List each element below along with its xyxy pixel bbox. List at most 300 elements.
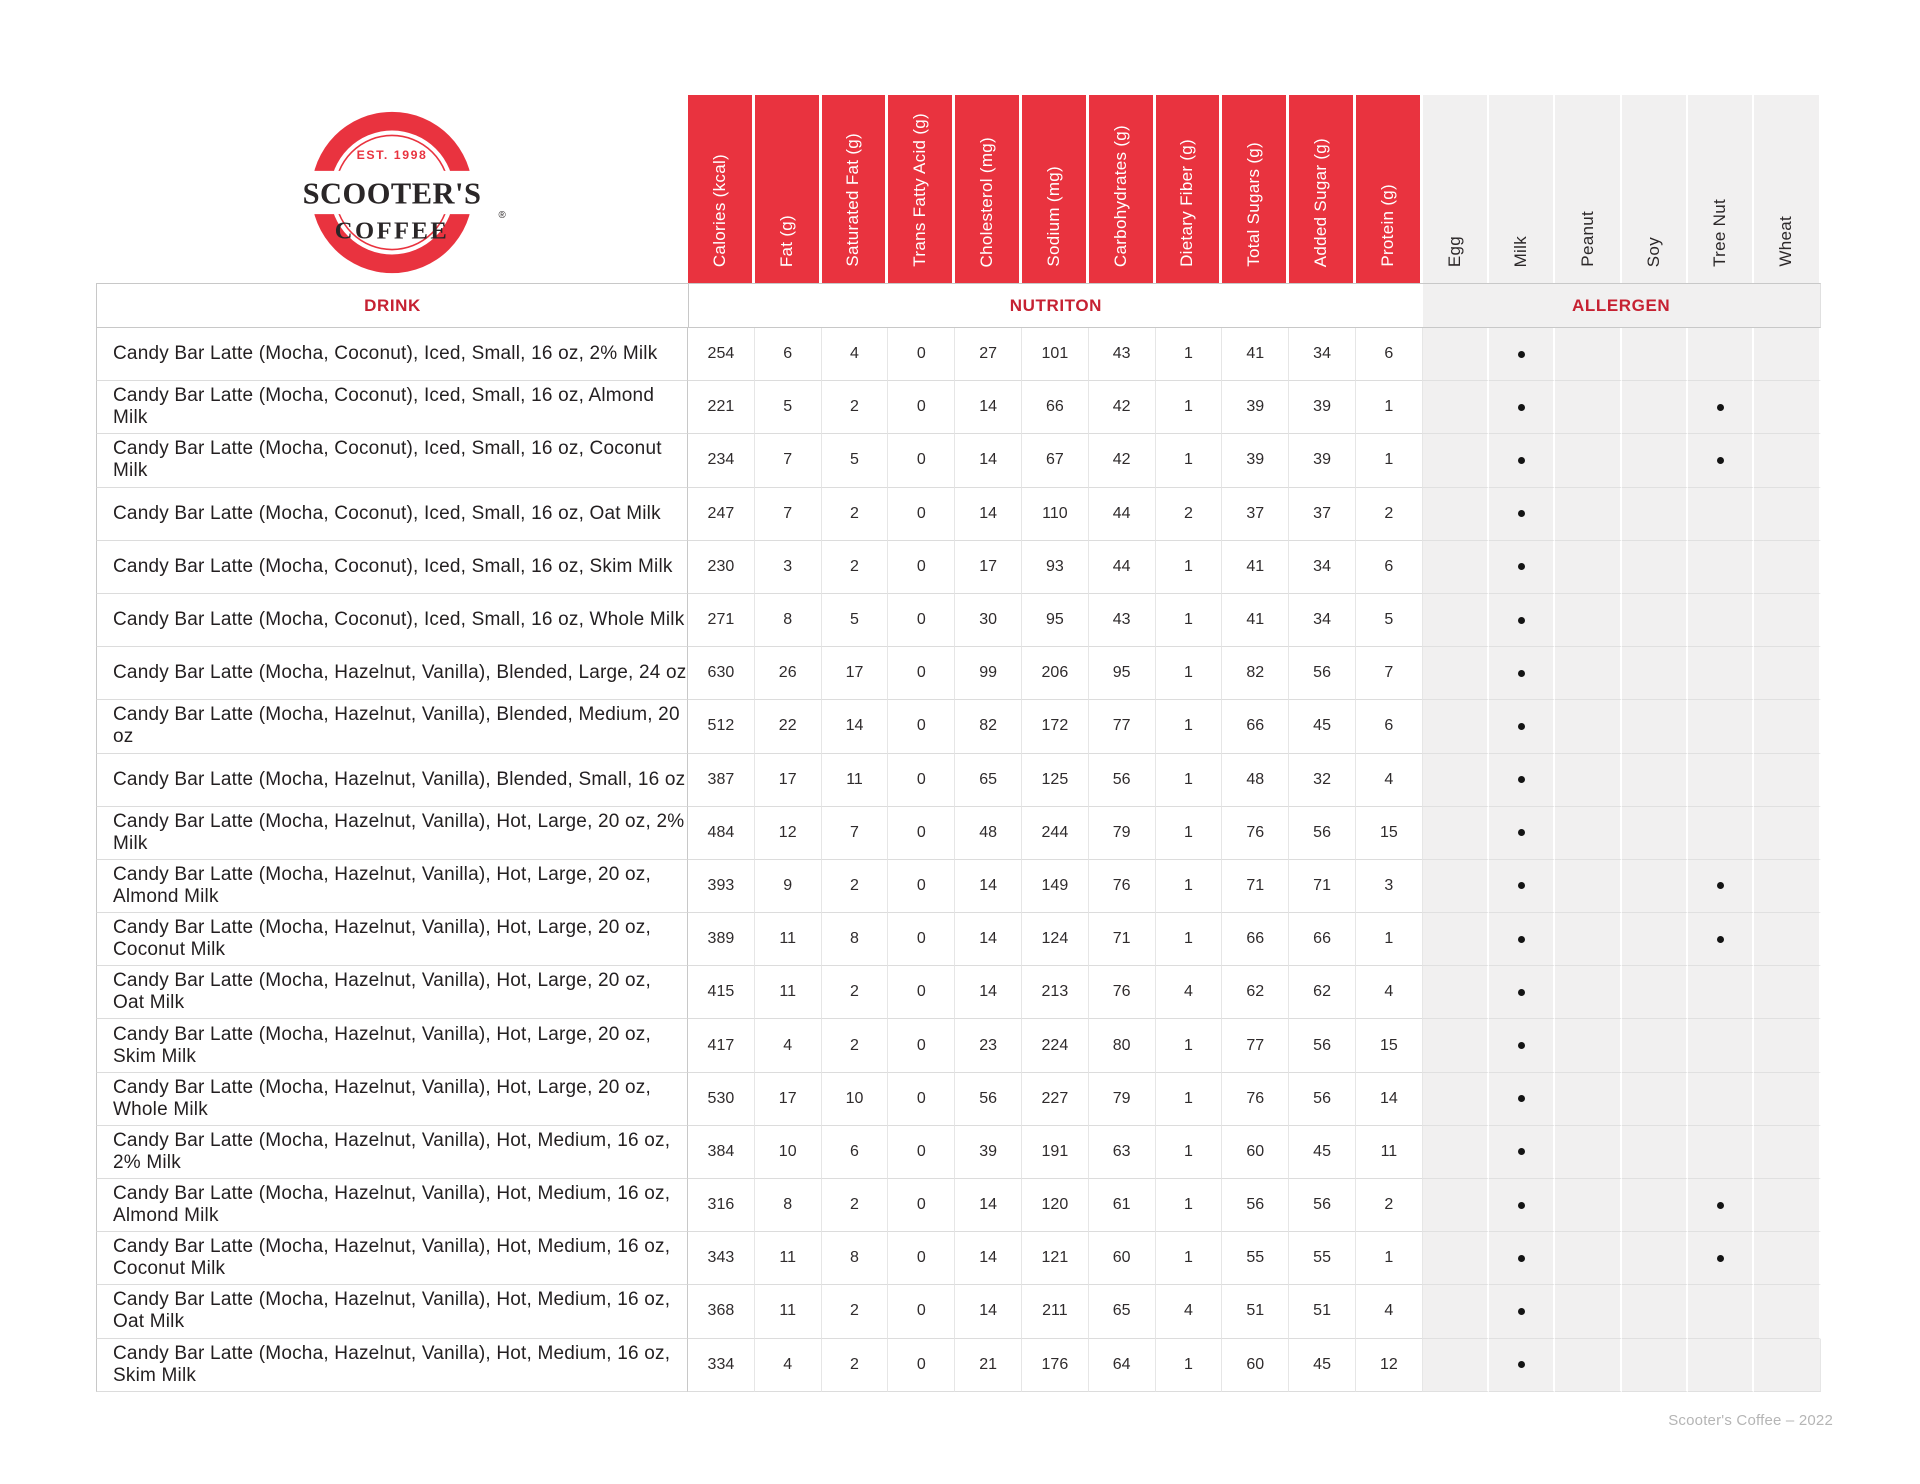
allergen-cell [1489,754,1555,807]
nutrition-value-cell: 8 [822,1232,889,1285]
nutrition-value-cell: 2 [822,541,889,594]
allergen-cell [1622,913,1688,966]
column-header-label: Egg [1444,235,1464,267]
allergen-cell [1555,807,1621,860]
allergen-cell [1555,328,1621,381]
nutrition-value-cell: 14 [1356,1073,1423,1126]
allergen-dot [1518,670,1525,677]
nutrition-value-cell: 1 [1156,1126,1223,1179]
allergen-cell [1754,1073,1820,1126]
column-header-label: Milk [1511,235,1531,267]
allergen-cell [1688,860,1754,913]
allergen-cell [1688,1073,1754,1126]
allergen-cell [1688,488,1754,541]
drink-name-cell [96,700,688,753]
column-header-label: Trans Fatty Acid (g) [910,113,930,267]
allergen-cell [1555,754,1621,807]
allergen-cell [1688,434,1754,487]
allergen-cell [1423,434,1489,487]
allergen-cell [1688,1339,1754,1392]
nutrition-value-cell: 4 [755,1019,822,1072]
allergen-dot [1518,776,1525,783]
allergen-dot [1717,404,1724,411]
nutrition-value-cell: 387 [688,754,755,807]
nutrition-value-cell: 64 [1089,1339,1156,1392]
allergen-cell [1423,913,1489,966]
nutrition-value-cell: 0 [888,647,955,700]
allergen-cell [1622,381,1688,434]
allergen-cell [1754,1126,1820,1179]
nutrition-value-cell: 0 [888,860,955,913]
nutrition-value-cell: 1 [1156,1232,1223,1285]
nutrition-value-cell: 393 [688,860,755,913]
nutrition-value-cell: 221 [688,381,755,434]
drink-name-cell [96,807,688,860]
nutrition-column-header [1289,95,1356,283]
allergen-cell [1622,700,1688,753]
nutrition-value-cell: 56 [955,1073,1022,1126]
nutrition-value-cell: 1 [1156,860,1223,913]
drink-name: Candy Bar Latte (Mocha, Hazelnut, Vanilla), Hot, Medium, 16 oz, 2% Milk [113,1129,671,1173]
nutrition-value-cell: 14 [955,1285,1022,1338]
allergen-column-header [1489,95,1555,283]
nutrition-value-cell: 67 [1022,434,1089,487]
allergen-cell [1754,381,1820,434]
allergen-dot [1518,1308,1525,1315]
allergen-cell [1622,1232,1688,1285]
allergen-cell [1688,754,1754,807]
nutrition-value-cell: 5 [822,434,889,487]
drink-name-cell [96,860,688,913]
drink-name: Candy Bar Latte (Mocha, Hazelnut, Vanilla), Hot, Large, 20 oz, Skim Milk [113,1023,651,1067]
nutrition-column-header [1156,95,1223,283]
nutrition-value-cell: 1 [1156,434,1223,487]
nutrition-value-cell: 11 [755,1285,822,1338]
nutrition-value-cell: 3 [755,541,822,594]
nutrition-value-cell: 244 [1022,807,1089,860]
drink-name-cell [96,488,688,541]
drink-name: Candy Bar Latte (Mocha, Coconut), Iced, Small, 16 oz, Oat Milk [113,502,661,524]
nutrition-value-cell: 2 [822,381,889,434]
nutrition-value-cell: 512 [688,700,755,753]
nutrition-value-cell: 60 [1089,1232,1156,1285]
nutrition-value-cell: 71 [1289,860,1356,913]
allergen-cell [1489,1179,1555,1232]
logo-cell [96,95,688,283]
drink-name: Candy Bar Latte (Mocha, Coconut), Iced, Small, 16 oz, Almond Milk [113,385,655,429]
nutrition-value-cell: 44 [1089,541,1156,594]
nutrition-value-cell: 0 [888,966,955,1019]
allergen-column-header [1622,95,1688,283]
nutrition-value-cell: 2 [1356,488,1423,541]
allergen-cell [1555,1285,1621,1338]
allergen-cell [1622,1073,1688,1126]
allergen-cell [1688,541,1754,594]
allergen-cell [1489,647,1555,700]
nutrition-value-cell: 26 [755,647,822,700]
nutrition-value-cell: 4 [1156,1285,1223,1338]
nutrition-value-cell: 211 [1022,1285,1089,1338]
nutrition-value-cell: 23 [955,1019,1022,1072]
allergen-column-header [1555,95,1621,283]
nutrition-value-cell: 76 [1089,860,1156,913]
nutrition-value-cell: 17 [755,1073,822,1126]
allergen-cell [1555,966,1621,1019]
allergen-cell [1622,1019,1688,1072]
allergen-cell [1688,328,1754,381]
allergen-cell [1688,966,1754,1019]
allergen-cell [1489,434,1555,487]
nutrition-value-cell: 176 [1022,1339,1089,1392]
nutrition-value-cell: 99 [955,647,1022,700]
nutrition-value-cell: 1 [1156,541,1223,594]
nutrition-value-cell: 17 [822,647,889,700]
allergen-cell [1555,1232,1621,1285]
drink-name: Candy Bar Latte (Mocha, Coconut), Iced, Small, 16 oz, 2% Milk [113,343,658,365]
nutrition-value-cell: 66 [1222,913,1289,966]
nutrition-value-cell: 43 [1089,594,1156,647]
nutrition-value-cell: 389 [688,913,755,966]
allergen-cell [1622,1126,1688,1179]
allergen-dot [1717,1255,1724,1262]
nutrition-value-cell: 0 [888,328,955,381]
drink-name: Candy Bar Latte (Mocha, Hazelnut, Vanilla), Hot, Medium, 16 oz, Skim Milk [113,1342,671,1386]
logo-brand-line1: SCOOTER'S [302,175,482,210]
allergen-cell [1423,754,1489,807]
nutrition-value-cell: 0 [888,807,955,860]
nutrition-value-cell: 14 [822,700,889,753]
drink-name: Candy Bar Latte (Mocha, Hazelnut, Vanilla), Blended, Small, 16 oz [113,768,686,790]
nutrition-value-cell: 62 [1222,966,1289,1019]
allergen-dot [1518,1042,1525,1049]
allergen-cell [1423,1019,1489,1072]
nutrition-value-cell: 27 [955,328,1022,381]
nutrition-value-cell: 39 [1289,434,1356,487]
nutrition-value-cell: 530 [688,1073,755,1126]
allergen-cell [1688,807,1754,860]
allergen-cell [1754,1232,1820,1285]
nutrition-value-cell: 11 [755,913,822,966]
nutrition-value-cell: 41 [1222,541,1289,594]
nutrition-value-cell: 7 [755,488,822,541]
allergen-cell [1622,434,1688,487]
nutrition-value-cell: 14 [955,1179,1022,1232]
nutrition-value-cell: 43 [1089,328,1156,381]
drink-name: Candy Bar Latte (Mocha, Hazelnut, Vanilla), Hot, Large, 20 oz, Coconut Milk [113,917,651,961]
allergen-cell [1754,434,1820,487]
nutrition-value-cell: 21 [955,1339,1022,1392]
nutrition-section-header: NUTRITON [688,283,1423,328]
allergen-cell [1489,594,1555,647]
allergen-cell [1555,1019,1621,1072]
column-header-label: Calories (kcal) [709,153,729,267]
allergen-cell [1555,381,1621,434]
nutrition-value-cell: 6 [1356,328,1423,381]
nutrition-value-cell: 2 [822,488,889,541]
nutrition-value-cell: 77 [1089,700,1156,753]
nutrition-value-cell: 6 [1356,700,1423,753]
allergen-cell [1622,1179,1688,1232]
nutrition-value-cell: 14 [955,860,1022,913]
allergen-cell [1754,1019,1820,1072]
column-header-label: Total Sugars (g) [1244,142,1264,267]
nutrition-value-cell: 6 [1356,541,1423,594]
nutrition-value-cell: 14 [955,488,1022,541]
allergen-cell [1688,1232,1754,1285]
logo-established-text: EST. 1998 [356,147,428,162]
allergen-cell [1754,328,1820,381]
drink-name-cell [96,594,688,647]
column-header-label: Fat (g) [776,214,796,267]
nutrition-value-cell: 0 [888,1179,955,1232]
drink-name-cell [96,1179,688,1232]
drink-name-cell [96,913,688,966]
nutrition-value-cell: 11 [822,754,889,807]
nutrition-value-cell: 5 [755,381,822,434]
allergen-cell [1423,860,1489,913]
nutrition-value-cell: 14 [955,1232,1022,1285]
allergen-cell [1754,647,1820,700]
nutrition-value-cell: 172 [1022,700,1089,753]
nutrition-value-cell: 65 [1089,1285,1156,1338]
nutrition-value-cell: 41 [1222,594,1289,647]
nutrition-value-cell: 2 [822,1179,889,1232]
nutrition-value-cell: 1 [1356,434,1423,487]
nutrition-value-cell: 1 [1156,328,1223,381]
allergen-dot [1518,457,1525,464]
column-header-label: Dietary Fiber (g) [1177,139,1197,267]
nutrition-value-cell: 15 [1356,1019,1423,1072]
nutrition-value-cell: 93 [1022,541,1089,594]
nutrition-value-cell: 71 [1222,860,1289,913]
allergen-dot [1518,936,1525,943]
nutrition-value-cell: 2 [1356,1179,1423,1232]
footer-credit: Scooter's Coffee – 2022 [1668,1412,1833,1429]
allergen-cell [1622,1339,1688,1392]
allergen-column-header [1754,95,1820,283]
nutrition-value-cell: 415 [688,966,755,1019]
nutrition-value-cell: 65 [955,754,1022,807]
allergen-cell [1754,860,1820,913]
column-header-label: Tree Nut [1710,199,1730,267]
allergen-cell [1555,541,1621,594]
nutrition-value-cell: 34 [1289,328,1356,381]
allergen-cell [1754,913,1820,966]
nutrition-value-cell: 316 [688,1179,755,1232]
column-header-label: Soy [1643,236,1663,267]
allergen-cell [1622,647,1688,700]
nutrition-value-cell: 2 [822,1339,889,1392]
nutrition-value-cell: 125 [1022,754,1089,807]
allergen-cell [1688,647,1754,700]
nutrition-value-cell: 120 [1022,1179,1089,1232]
nutrition-value-cell: 5 [822,594,889,647]
allergen-cell [1555,488,1621,541]
drink-name: Candy Bar Latte (Mocha, Coconut), Iced, Small, 16 oz, Skim Milk [113,555,673,577]
allergen-cell [1622,966,1688,1019]
nutrition-value-cell: 0 [888,488,955,541]
nutrition-value-cell: 8 [755,1179,822,1232]
nutrition-value-cell: 79 [1089,807,1156,860]
nutrition-value-cell: 3 [1356,860,1423,913]
allergen-dot [1518,404,1525,411]
allergen-cell [1688,1126,1754,1179]
nutrition-value-cell: 60 [1222,1126,1289,1179]
allergen-cell [1489,1073,1555,1126]
nutrition-value-cell: 206 [1022,647,1089,700]
nutrition-value-cell: 1 [1156,1179,1223,1232]
nutrition-value-cell: 11 [755,966,822,1019]
drink-name: Candy Bar Latte (Mocha, Hazelnut, Vanilla), Hot, Medium, 16 oz, Coconut Milk [113,1236,671,1280]
allergen-cell [1555,700,1621,753]
nutrition-value-cell: 4 [755,1339,822,1392]
allergen-dot [1518,1255,1525,1262]
nutrition-value-cell: 51 [1222,1285,1289,1338]
allergen-cell [1622,488,1688,541]
nutrition-value-cell: 17 [755,754,822,807]
nutrition-value-cell: 0 [888,1126,955,1179]
nutrition-value-cell: 14 [955,913,1022,966]
allergen-cell [1423,807,1489,860]
nutrition-value-cell: 76 [1089,966,1156,1019]
nutrition-column-header [822,95,889,283]
allergen-cell [1489,860,1555,913]
allergen-cell [1423,1126,1489,1179]
nutrition-value-cell: 247 [688,488,755,541]
nutrition-value-cell: 4 [1156,966,1223,1019]
drink-name-cell [96,754,688,807]
nutrition-value-cell: 41 [1222,328,1289,381]
nutrition-value-cell: 9 [755,860,822,913]
nutrition-value-cell: 1 [1156,381,1223,434]
nutrition-value-cell: 234 [688,434,755,487]
nutrition-value-cell: 39 [1222,381,1289,434]
drink-name: Candy Bar Latte (Mocha, Hazelnut, Vanilla), Hot, Medium, 16 oz, Oat Milk [113,1289,671,1333]
nutrition-value-cell: 149 [1022,860,1089,913]
nutrition-value-cell: 5 [1356,594,1423,647]
column-header-label: Peanut [1577,211,1597,267]
nutrition-value-cell: 22 [755,700,822,753]
nutrition-value-cell: 2 [1156,488,1223,541]
allergen-cell [1622,860,1688,913]
nutrition-value-cell: 34 [1289,541,1356,594]
nutrition-value-cell: 45 [1289,1339,1356,1392]
drink-name-cell [96,1019,688,1072]
nutrition-value-cell: 271 [688,594,755,647]
nutrition-value-cell: 0 [888,541,955,594]
registered-trademark-icon: ® [498,209,506,221]
allergen-cell [1423,700,1489,753]
nutrition-value-cell: 1 [1156,913,1223,966]
allergen-cell [1423,328,1489,381]
nutrition-value-cell: 227 [1022,1073,1089,1126]
nutrition-column-header [755,95,822,283]
nutrition-value-cell: 0 [888,1339,955,1392]
drink-name-cell [96,381,688,434]
nutrition-value-cell: 0 [888,1285,955,1338]
allergen-cell [1622,541,1688,594]
allergen-dot [1518,510,1525,517]
nutrition-value-cell: 60 [1222,1339,1289,1392]
nutrition-value-cell: 2 [822,1285,889,1338]
allergen-cell [1622,807,1688,860]
nutrition-value-cell: 79 [1089,1073,1156,1126]
allergen-column-header [1688,95,1754,283]
nutrition-value-cell: 61 [1089,1179,1156,1232]
allergen-cell [1489,807,1555,860]
allergen-dot [1717,1202,1724,1209]
allergen-cell [1688,913,1754,966]
nutrition-value-cell: 384 [688,1126,755,1179]
allergen-cell [1754,488,1820,541]
nutrition-value-cell: 7 [755,434,822,487]
allergen-cell [1555,860,1621,913]
allergen-cell [1423,1232,1489,1285]
nutrition-column-header [1089,95,1156,283]
nutrition-value-cell: 1 [1356,913,1423,966]
allergen-dot [1518,1361,1525,1368]
nutrition-value-cell: 6 [822,1126,889,1179]
allergen-cell [1754,700,1820,753]
drink-name-cell [96,328,688,381]
drink-name: Candy Bar Latte (Mocha, Coconut), Iced, Small, 16 oz, Coconut Milk [113,438,662,482]
nutrition-value-cell: 1 [1156,647,1223,700]
allergen-dot [1518,1095,1525,1102]
allergen-cell [1555,647,1621,700]
allergen-cell [1622,1285,1688,1338]
column-header-label: Saturated Fat (g) [843,133,863,267]
nutrition-value-cell: 45 [1289,700,1356,753]
nutrition-value-cell: 8 [822,913,889,966]
allergen-cell [1489,700,1555,753]
nutrition-value-cell: 4 [822,328,889,381]
nutrition-value-cell: 30 [955,594,1022,647]
allergen-cell [1489,1126,1555,1179]
nutrition-column-header [1222,95,1289,283]
nutrition-value-cell: 55 [1289,1232,1356,1285]
allergen-cell [1754,1179,1820,1232]
nutrition-value-cell: 63 [1089,1126,1156,1179]
allergen-cell [1423,1285,1489,1338]
nutrition-value-cell: 368 [688,1285,755,1338]
nutrition-table [96,95,1821,1392]
nutrition-value-cell: 6 [755,328,822,381]
nutrition-value-cell: 343 [688,1232,755,1285]
nutrition-value-cell: 224 [1022,1019,1089,1072]
allergen-dot [1518,1202,1525,1209]
nutrition-value-cell: 80 [1089,1019,1156,1072]
nutrition-value-cell: 1 [1156,807,1223,860]
allergen-cell [1754,1339,1820,1392]
allergen-cell [1622,754,1688,807]
allergen-cell [1489,1232,1555,1285]
column-header-label: Protein (g) [1377,184,1397,267]
allergen-cell [1754,966,1820,1019]
nutrition-value-cell: 51 [1289,1285,1356,1338]
nutrition-value-cell: 0 [888,913,955,966]
nutrition-value-cell: 334 [688,1339,755,1392]
allergen-cell [1754,807,1820,860]
nutrition-value-cell: 10 [822,1073,889,1126]
allergen-cell [1622,328,1688,381]
nutrition-value-cell: 42 [1089,434,1156,487]
allergen-cell [1688,594,1754,647]
nutrition-value-cell: 48 [1222,754,1289,807]
nutrition-value-cell: 1 [1356,1232,1423,1285]
nutrition-value-cell: 191 [1022,1126,1089,1179]
allergen-cell [1489,541,1555,594]
nutrition-value-cell: 2 [822,1019,889,1072]
